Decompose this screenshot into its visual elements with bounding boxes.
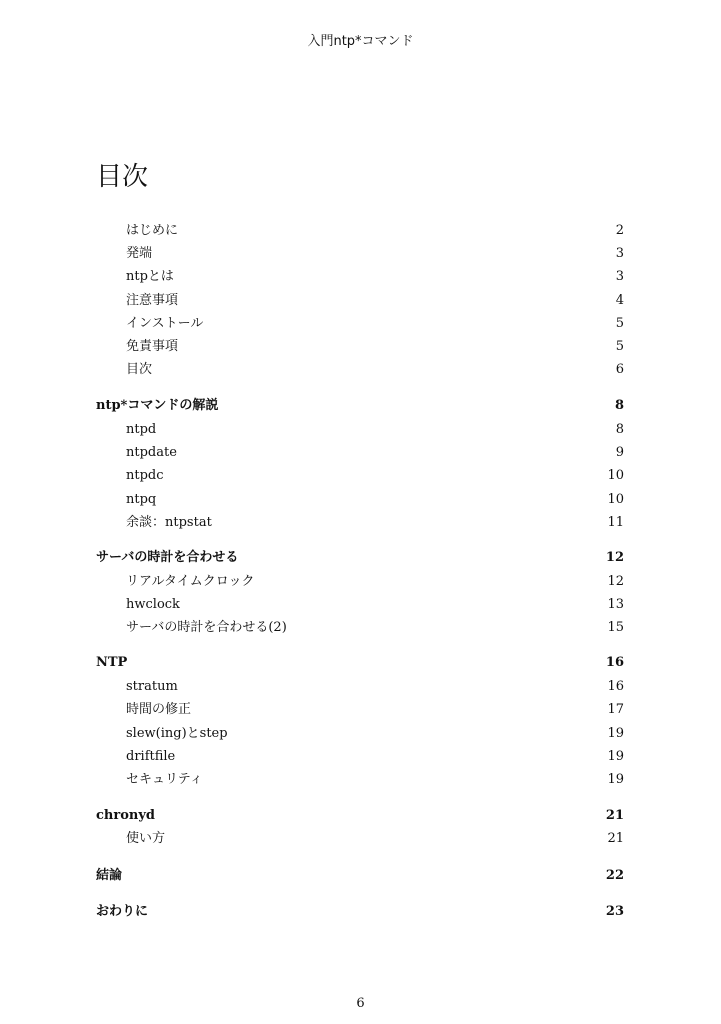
toc-entry-ntpd[interactable] [126, 420, 624, 440]
toc-entry-label: ntpとは [126, 269, 174, 284]
toc-entry-page: 11 [607, 515, 624, 530]
toc-entry-label: 免責事項 [126, 339, 179, 354]
toc-section-label: chronyd [96, 808, 155, 823]
toc-entry-label: ntpdate [126, 445, 177, 460]
toc-entry-page: 8 [615, 422, 624, 437]
toc-entry-page: 3 [615, 269, 624, 284]
toc-entry-label: ntpdc [126, 468, 164, 483]
toc-section-conclusion[interactable] [96, 866, 624, 886]
toc-entry-page: 10 [607, 492, 624, 507]
toc-entry-label: インストール [126, 316, 204, 331]
toc-entry-page: 17 [607, 702, 624, 717]
toc-entry-page: 9 [615, 445, 624, 460]
toc-entry-label: サーバの時計を合わせる(2) [126, 620, 287, 635]
toc-section-page: 8 [614, 398, 624, 413]
toc-entry-label: ntpd [126, 422, 157, 437]
toc-section-page: 22 [605, 868, 624, 883]
toc-entry-slew-step[interactable] [126, 724, 624, 744]
toc-entry-notes[interactable] [126, 291, 624, 311]
toc-entry-disclaimer[interactable] [126, 337, 624, 357]
toc-section-label: サーバの時計を合わせる [96, 550, 239, 565]
toc-title: 目次 [96, 162, 149, 192]
toc-entry-label: はじめに [126, 223, 179, 238]
toc-entry-label: 目次 [126, 362, 153, 377]
toc-entry-page: 19 [607, 772, 624, 787]
toc-entry-label: hwclock [126, 597, 180, 612]
toc-entry-label: ntpq [126, 492, 157, 507]
toc-entry-page: 19 [607, 726, 624, 741]
toc-section-page: 16 [605, 655, 624, 670]
toc-entry-ntpdate[interactable] [126, 443, 624, 463]
toc-entry-page: 2 [615, 223, 624, 238]
toc-entry-ntpstat[interactable] [126, 513, 624, 533]
toc-entry-time-correction[interactable] [126, 700, 624, 720]
toc-entry-hwclock[interactable] [126, 595, 624, 615]
toc-entry-usage[interactable] [126, 829, 624, 849]
toc-entry-server-clock-2[interactable] [126, 618, 624, 638]
toc-section-label: おわりに [96, 904, 149, 919]
toc-entry-origin[interactable] [126, 244, 624, 264]
toc-section-label: 結論 [96, 868, 123, 883]
toc-section-chronyd[interactable] [96, 806, 624, 826]
toc-entry-driftfile[interactable] [126, 747, 624, 767]
toc-entry-page: 15 [607, 620, 624, 635]
toc-entry-label: 使い方 [126, 831, 166, 846]
page-number: 6 [356, 996, 365, 1011]
toc-entry-stratum[interactable] [126, 677, 624, 697]
toc-section-closing[interactable] [96, 902, 624, 922]
toc-entry-label: 発端 [126, 246, 153, 261]
toc-entry-introduction[interactable] [126, 221, 624, 241]
toc-entry-page: 12 [607, 574, 624, 589]
toc-entry-contents[interactable] [126, 360, 624, 380]
toc-entry-rtc[interactable] [126, 572, 624, 592]
toc-section-page: 21 [605, 808, 624, 823]
toc-entry-page: 19 [607, 749, 624, 764]
toc-entry-label: stratum [126, 679, 178, 694]
toc-section-page: 12 [605, 550, 624, 565]
toc-entry-label: 時間の修正 [126, 702, 192, 717]
toc-entry-page: 3 [615, 246, 624, 261]
toc-entry-security[interactable] [126, 770, 624, 790]
toc-entry-install[interactable] [126, 314, 624, 334]
toc-entry-label: driftfile [126, 749, 176, 764]
toc-entry-page: 13 [607, 597, 624, 612]
toc-entry-page: 10 [607, 468, 624, 483]
toc-entry-label: リアルタイムクロック [126, 574, 255, 589]
toc-entry-label: 余談：ntpstat [126, 515, 212, 530]
toc-section-ntp[interactable] [96, 653, 624, 673]
toc-entry-what-is-ntp[interactable] [126, 267, 624, 287]
toc-entry-page: 5 [615, 339, 624, 354]
toc-entry-ntpdc[interactable] [126, 466, 624, 486]
toc-entry-label: 注意事項 [126, 293, 179, 308]
running-header: 入門ntp*コマンド [307, 34, 414, 49]
toc-entry-page: 16 [607, 679, 624, 694]
toc-section-ntp-commands[interactable] [96, 396, 624, 416]
toc-entry-page: 21 [607, 831, 624, 846]
toc-entry-label: slew(ing)とstep [126, 726, 228, 741]
toc-section-page: 23 [605, 904, 624, 919]
toc-entry-label: セキュリティ [126, 772, 203, 787]
toc-entry-page: 6 [615, 362, 624, 377]
toc-entry-ntpq[interactable] [126, 490, 624, 510]
toc-entry-page: 4 [615, 293, 624, 308]
toc-entry-page: 5 [615, 316, 624, 331]
toc-section-server-clock[interactable] [96, 548, 624, 568]
toc-section-label: ntp*コマンドの解説 [96, 398, 219, 413]
toc-section-label: NTP [96, 655, 128, 670]
